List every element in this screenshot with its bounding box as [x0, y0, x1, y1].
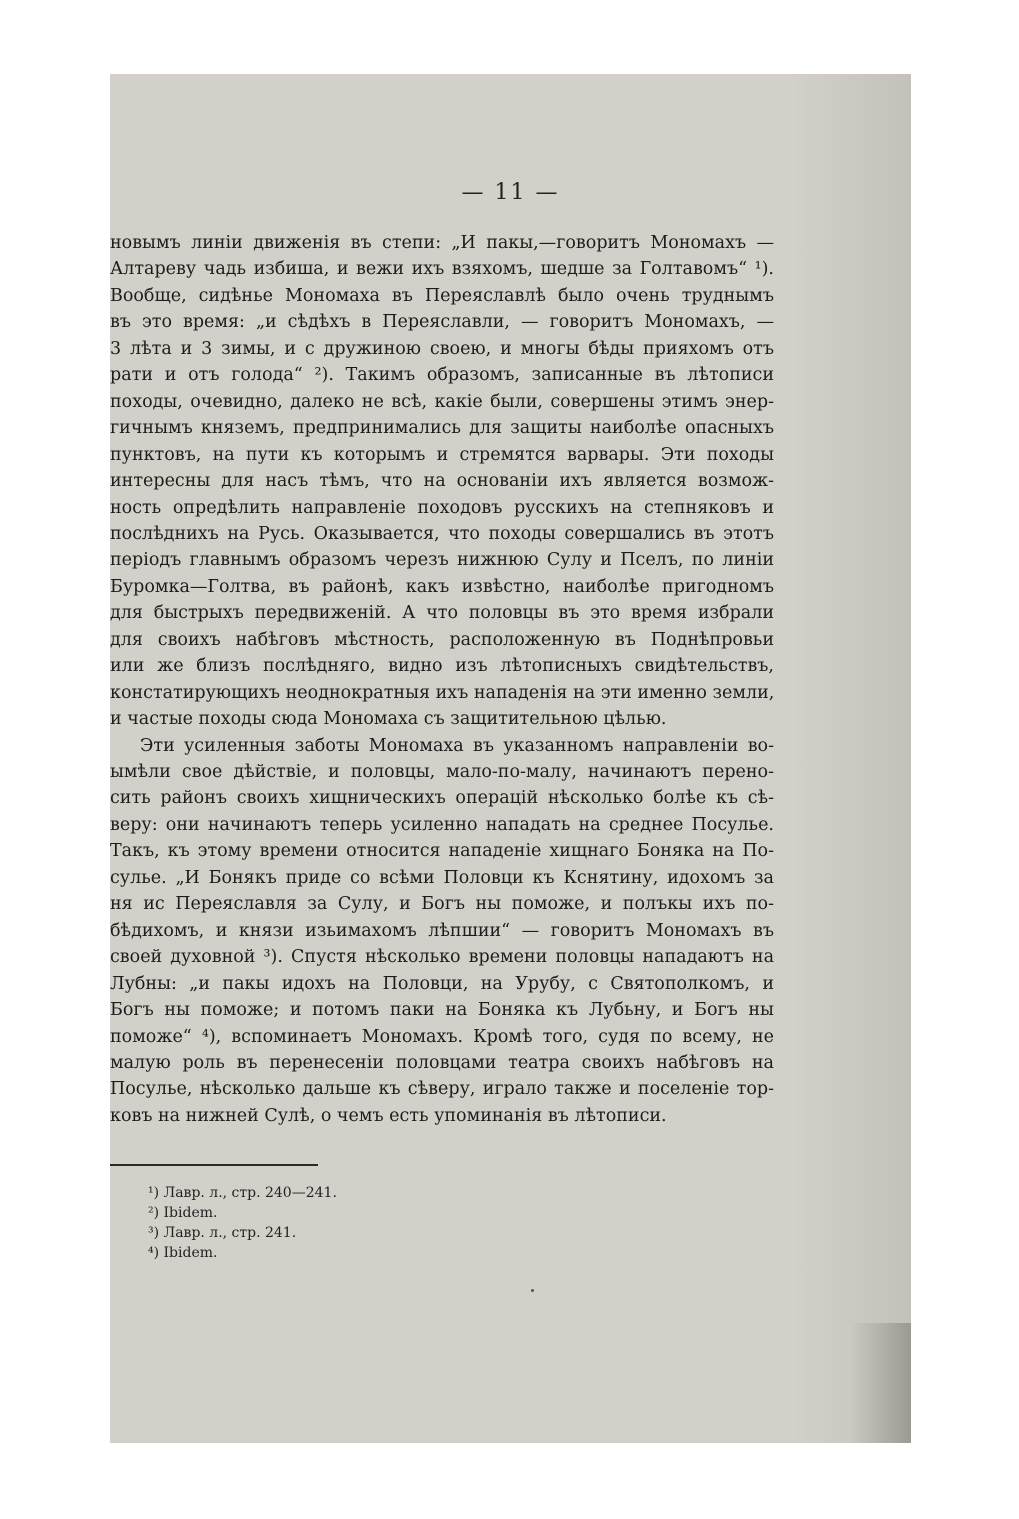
- text-line: новымъ линіи движенія въ степи: „И пакы,—говоритъ Мономахъ —: [110, 233, 774, 253]
- page-shadow: [791, 74, 911, 1443]
- footnote: [148, 1184, 337, 1202]
- text-line: рати и отъ голода“ ²). Такимъ образомъ, записанные въ лѣтописи: [110, 365, 774, 386]
- footnote: [148, 1204, 217, 1222]
- text-line: Буромка—Голтва, въ районѣ, какъ извѣстно, наиболѣе пригодномъ: [110, 576, 774, 597]
- text-line: и частые походы сюда Мономаха съ защитительною цѣлью.: [110, 709, 667, 730]
- footnote-text: Лавр. л., стр. 240—241.: [163, 1185, 337, 1201]
- text-line: Алтареву чадь избиша, и вежи ихъ взяхомъ, шедше за Голтавомъ“ ¹).: [110, 259, 774, 280]
- footnote: [148, 1224, 296, 1242]
- text-line: констатирующихъ неоднократныя ихъ нападенія на эти именно земли,: [110, 682, 774, 703]
- text-line: сулье. „И Бонякъ приде со всѣми Половци къ Кснятину, идохомъ за: [110, 867, 774, 888]
- text-line: гичнымъ княземъ, предпринимались для защиты наиболѣе опасныхъ: [110, 418, 774, 439]
- text-line: Вообще, сидѣнье Мономаха въ Переяславлѣ было очень труднымъ: [110, 285, 774, 306]
- text-line: послѣднихъ на Русь. Оказывается, что походы совершались въ этотъ: [110, 523, 774, 544]
- text-line: ымѣли свое дѣйствіе, и половцы, мало-по-малу, начинаютъ перено-: [110, 762, 774, 782]
- text-line: походы, очевидно, далеко не всѣ, какіе были, совершены этимъ энер-: [110, 391, 774, 412]
- text-line: въ это время: „и сѣдѣхъ в Переяславли, — говоритъ Мономахъ, —: [110, 312, 774, 333]
- text-line: или же близъ послѣдняго, видно изъ лѣтописныхъ свидѣтельствъ,: [110, 656, 774, 677]
- text-line: 3 лѣта и 3 зимы, и с дружиною своею, и многы бѣды прияхомъ отъ: [110, 338, 774, 359]
- text-line: поможе“ ⁴), вспоминаетъ Мономахъ. Кромѣ того, судя по всему, не: [110, 1026, 774, 1047]
- footnote-rule: [110, 1164, 318, 1166]
- text-line: періодъ главнымъ образомъ черезъ нижнюю Сулу и Пселъ, по линіи: [110, 550, 774, 571]
- footnote-text: Лавр. л., стр. 241.: [163, 1225, 297, 1241]
- footnote-text: Ibidem.: [163, 1205, 218, 1221]
- page-number: — 11 —: [461, 180, 560, 205]
- text-line: своей духовной ³). Спустя нѣсколько времени половцы нападаютъ на: [110, 947, 774, 968]
- text-line: для быстрыхъ передвиженій. А что половцы въ это время избрали: [110, 603, 774, 624]
- text-line: Богъ ны поможе; и потомъ паки на Боняка къ Лубьну, и Богъ ны: [110, 1000, 774, 1021]
- text-line: Эти усиленныя заботы Мономаха въ указанномъ направленіи во-: [140, 735, 774, 756]
- text-line: ность опредѣлить направленіе походовъ русскихъ на степняковъ и: [110, 497, 774, 518]
- ink-speck: [531, 1289, 534, 1292]
- text-line: ня ис Переяславля за Сулу, и Богъ ны поможе, и полъкы ихъ по-: [110, 894, 774, 915]
- footnote-mark: ¹): [148, 1185, 164, 1201]
- text-line: веру: они начинаютъ теперь усиленно нападать на среднее Посулье.: [110, 814, 774, 835]
- text-line: пунктовъ, на пути къ которымъ и стремятся варвары. Эти походы: [110, 444, 774, 465]
- page-corner-shadow: [851, 1323, 911, 1443]
- text-line: сить районъ своихъ хищническихъ операцій нѣсколько болѣе къ сѣ-: [110, 788, 774, 809]
- footnote-mark: ⁴): [148, 1245, 164, 1261]
- text-line: ковъ на нижней Сулѣ, о чемъ есть упоминанія въ лѣтописи.: [110, 1105, 667, 1126]
- text-line: Посулье, нѣсколько дальше къ сѣверу, играло также и поселеніе тор-: [110, 1079, 774, 1100]
- footnote: [148, 1244, 217, 1262]
- text-line: малую роль въ перенесеніи половцами театра своихъ набѣговъ на: [110, 1052, 774, 1073]
- footnote-mark: ²): [148, 1205, 164, 1221]
- text-line: интересны для насъ тѣмъ, что на основаніи ихъ является возмож-: [110, 471, 774, 492]
- footnote-text: Ibidem.: [163, 1245, 218, 1261]
- text-line: бѣдихомъ, и князи изьимахомъ лѣпшии“ — говоритъ Мономахъ въ: [110, 920, 774, 941]
- text-line: Лубны: „и пакы идохъ на Половци, на Урубу, с Святополкомъ, и: [110, 973, 774, 994]
- text-line: для своихъ набѣговъ мѣстность, расположенную въ Поднѣпровьи: [110, 629, 774, 650]
- scanned-page: [110, 74, 911, 1443]
- text-line: Такъ, къ этому времени относится нападеніе хищнаго Боняка на По-: [110, 841, 774, 862]
- footnote-mark: ³): [148, 1225, 164, 1241]
